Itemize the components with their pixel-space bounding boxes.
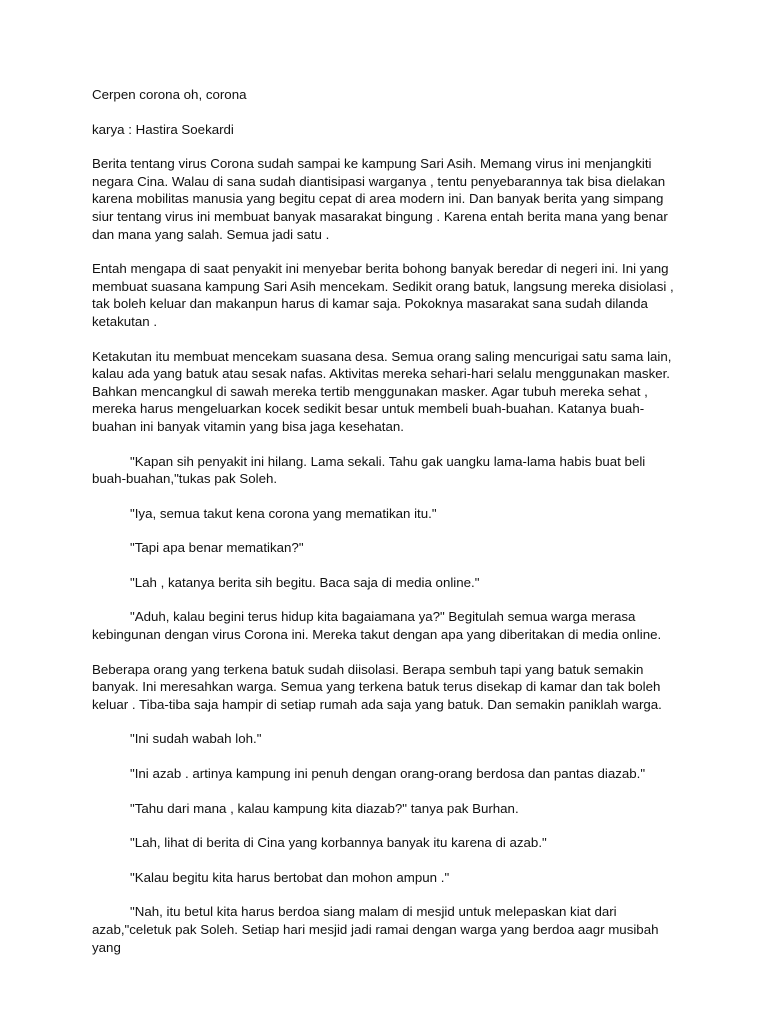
paragraph-7: "Lah , katanya berita sih begitu. Baca saja di media online." [130, 574, 480, 590]
paragraph-5: "Iya, semua takut kena corona yang mematikan itu." [130, 505, 437, 521]
paragraph-14: "Kalau begitu kita harus bertobat dan mohon ampun ." [130, 869, 450, 885]
paragraph-2: Entah mengapa di saat penyakit ini menyebar berita bohong banyak beredar di negeri ini. Ini yang membuat suasana kampung Sari Asih mencekam. Sedikit orang batuk, langsung mereka disiolasi , tak boleh keluar dan makanpun harus di kamar saja. Pokoknya masarakat sana sudah dilanda ketakutan . [92, 261, 674, 329]
paragraph-15: "Nah, itu betul kita harus berdoa siang malam di mesjid untuk melepaskan kiat dari azab,"celetuk pak Soleh. Setiap hari mesjid jadi ramai dengan warga yang berdoa aagr musibah yang [92, 904, 659, 955]
document-page [92, 86, 682, 973]
paragraph-8: "Aduh, kalau begini terus hidup kita bagaiamana ya?" Begitulah semua warga merasa kebingunan dengan virus Corona ini. Mereka takut dengan apa yang diberitakan di media online. [92, 609, 662, 643]
paragraph-13: "Lah, lihat di berita di Cina yang korbannya banyak itu karena di azab." [130, 835, 547, 851]
paragraph-9: Beberapa orang yang terkena batuk sudah diisolasi. Berapa sembuh tapi yang batuk semakin banyak. Ini meresahkan warga. Semua yang terkena batuk terus disekap di kamar dan tak boleh keluar . Tiba-tiba saja hampir di setiap rumah ada saja yang batuk. Dan semakin paniklah warga. [92, 661, 662, 712]
document-author: karya : Hastira Soekardi [92, 121, 234, 137]
paragraph-1: Berita tentang virus Corona sudah sampai ke kampung Sari Asih. Memang virus ini menjangkiti negara Cina. Walau di sana sudah diantisipasi warganya , tentu penyebarannya tak bisa dielakan karena mobilitas manusia yang begitu cepat di area modern ini. Dan banyak berita yang simpang siur tentang virus ini membuat banyak masarakat bingung . Karena entah berita mana yang benar dan mana yang salah. Semua jadi satu . [92, 156, 668, 242]
paragraph-3: Ketakutan itu membuat mencekam suasana desa. Semua orang saling mencurigai satu sama lain, kalau ada yang batuk atau sesak nafas. Aktivitas mereka sehari-hari selalu menggunakan masker. Bahkan mencangkul di sawah mereka tertib menggunakan masker. Agar tubuh mereka sehat , mereka harus mengeluarkan kocek sedikit besar untuk membeli buah-buahan. Katanya buah-buahan ini banyak vitamin yang bisa jaga kesehatan. [92, 348, 672, 434]
paragraph-12: "Tahu dari mana , kalau kampung kita diazab?" tanya pak Burhan. [130, 800, 519, 816]
paragraph-4: "Kapan sih penyakit ini hilang. Lama sekali. Tahu gak uangku lama-lama habis buat beli buah-buahan,"tukas pak Soleh. [92, 453, 646, 487]
paragraph-11: "Ini azab . artinya kampung ini penuh dengan orang-orang berdosa dan pantas diazab." [130, 766, 646, 782]
paragraph-6: "Tapi apa benar mematikan?" [130, 540, 304, 556]
paragraph-10: "Ini sudah wabah loh." [130, 731, 262, 747]
document-title: Cerpen corona oh, corona [92, 87, 247, 102]
